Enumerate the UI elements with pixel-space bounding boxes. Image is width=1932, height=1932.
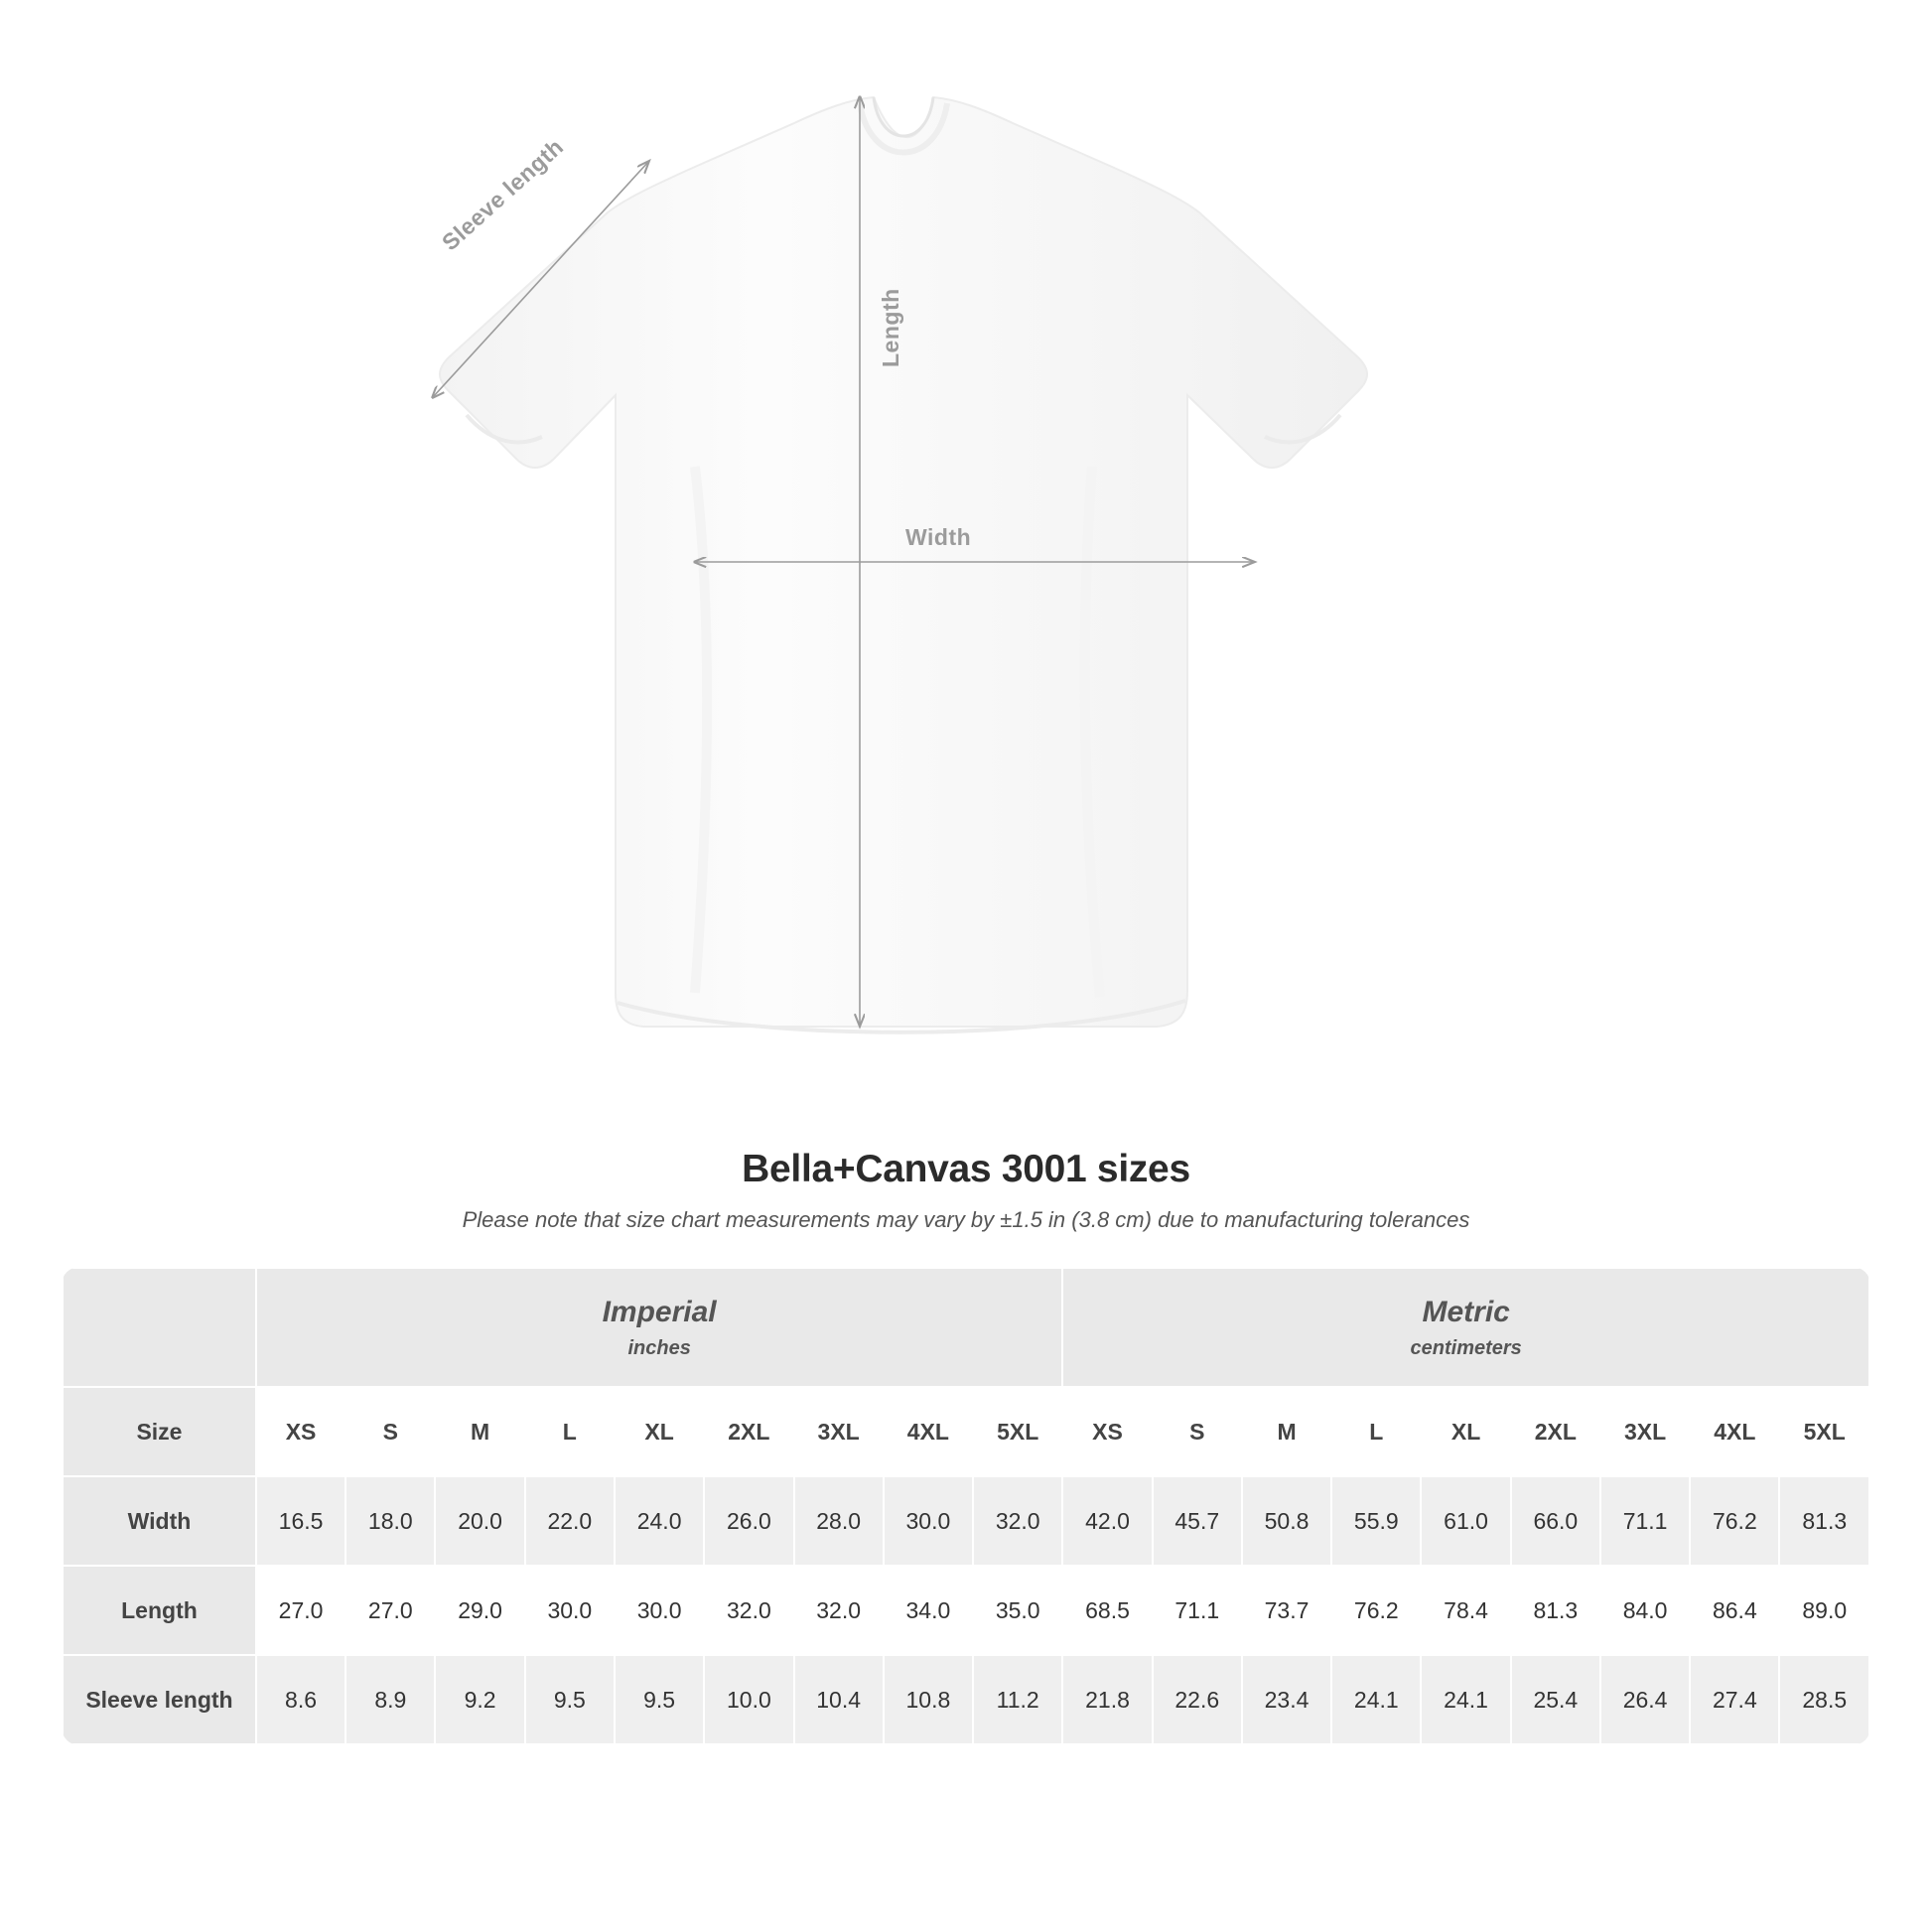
table-cell: 21.8 xyxy=(1062,1655,1152,1744)
table-cell: 61.0 xyxy=(1421,1476,1510,1566)
size-header-cell: 4XL xyxy=(1690,1387,1779,1476)
table-cell: 11.2 xyxy=(973,1655,1062,1744)
table-cell: 10.0 xyxy=(704,1655,793,1744)
size-chart-table xyxy=(62,1267,1870,1745)
table-cell: 66.0 xyxy=(1511,1476,1600,1566)
unit-group-imperial xyxy=(256,1268,1062,1387)
table-cell: 71.1 xyxy=(1600,1476,1690,1566)
size-header-cell: XS xyxy=(1062,1387,1152,1476)
table-cell: 29.0 xyxy=(435,1566,524,1655)
length-label: Length xyxy=(878,288,903,367)
page-title: Bella+Canvas 3001 sizes xyxy=(742,1148,1190,1190)
table-cell: 34.0 xyxy=(884,1566,973,1655)
table-cell: 8.9 xyxy=(345,1655,435,1744)
table-cell: 30.0 xyxy=(615,1566,704,1655)
table-cell: 78.4 xyxy=(1421,1566,1510,1655)
table-cell: 81.3 xyxy=(1511,1566,1600,1655)
size-header-cell: L xyxy=(525,1387,615,1476)
size-header-cell: S xyxy=(1153,1387,1242,1476)
table-cell: 16.5 xyxy=(256,1476,345,1566)
size-header-cell: XL xyxy=(1421,1387,1510,1476)
table-cell: 76.2 xyxy=(1331,1566,1421,1655)
metric-title: Metric xyxy=(1422,1295,1510,1328)
size-header-cell: 4XL xyxy=(884,1387,973,1476)
table-cell: 26.4 xyxy=(1600,1655,1690,1744)
table-cell: 76.2 xyxy=(1690,1476,1779,1566)
size-header-cell: M xyxy=(435,1387,524,1476)
table-cell: 8.6 xyxy=(256,1655,345,1744)
size-header-row xyxy=(63,1387,1869,1476)
table-cell: 32.0 xyxy=(973,1476,1062,1566)
row-label: Sleeve length xyxy=(63,1655,256,1744)
table-cell: 73.7 xyxy=(1242,1566,1331,1655)
size-header-cell: 3XL xyxy=(1600,1387,1690,1476)
table-cell: 24.0 xyxy=(615,1476,704,1566)
table-cell: 28.0 xyxy=(794,1476,884,1566)
table-cell: 86.4 xyxy=(1690,1566,1779,1655)
row-label: Width xyxy=(63,1476,256,1566)
table-cell: 24.1 xyxy=(1421,1655,1510,1744)
unit-group-header-row xyxy=(63,1268,1869,1387)
table-cell: 45.7 xyxy=(1153,1476,1242,1566)
table-cell: 32.0 xyxy=(704,1566,793,1655)
size-header-cell: 2XL xyxy=(1511,1387,1600,1476)
imperial-title: Imperial xyxy=(602,1295,717,1328)
imperial-subtitle: inches xyxy=(627,1336,691,1359)
table-cell: 20.0 xyxy=(435,1476,524,1566)
table-cell: 28.5 xyxy=(1779,1655,1869,1744)
table-cell: 30.0 xyxy=(525,1566,615,1655)
table-row xyxy=(63,1655,1869,1744)
table-cell: 89.0 xyxy=(1779,1566,1869,1655)
size-row-label: Size xyxy=(63,1387,256,1476)
unit-group-metric xyxy=(1062,1268,1869,1387)
table-cell: 10.4 xyxy=(794,1655,884,1744)
table-cell: 30.0 xyxy=(884,1476,973,1566)
chart-heading xyxy=(0,1148,1932,1233)
tolerance-note: Please note that size chart measurements may vary by ±1.5 in (3.8 cm) due to manufacturing tolerances xyxy=(462,1207,1470,1232)
table-cell: 68.5 xyxy=(1062,1566,1152,1655)
table-cell: 25.4 xyxy=(1511,1655,1600,1744)
table-cell: 10.8 xyxy=(884,1655,973,1744)
table-cell: 35.0 xyxy=(973,1566,1062,1655)
size-header-cell: M xyxy=(1242,1387,1331,1476)
size-table-body xyxy=(63,1476,1869,1744)
table-cell: 23.4 xyxy=(1242,1655,1331,1744)
table-cell: 24.1 xyxy=(1331,1655,1421,1744)
table-cell: 81.3 xyxy=(1779,1476,1869,1566)
table-cell: 42.0 xyxy=(1062,1476,1152,1566)
table-cell: 50.8 xyxy=(1242,1476,1331,1566)
table-cell: 26.0 xyxy=(704,1476,793,1566)
table-cell: 27.4 xyxy=(1690,1655,1779,1744)
size-header-cell: 2XL xyxy=(704,1387,793,1476)
table-cell: 55.9 xyxy=(1331,1476,1421,1566)
table-row xyxy=(63,1566,1869,1655)
corner-cell xyxy=(63,1268,256,1387)
table-cell: 18.0 xyxy=(345,1476,435,1566)
metric-subtitle: centimeters xyxy=(1410,1336,1522,1359)
table-cell: 9.5 xyxy=(525,1655,615,1744)
size-header-cell: 5XL xyxy=(973,1387,1062,1476)
table-cell: 27.0 xyxy=(256,1566,345,1655)
table-cell: 27.0 xyxy=(345,1566,435,1655)
table-row xyxy=(63,1476,1869,1566)
table-cell: 71.1 xyxy=(1153,1566,1242,1655)
size-header-cell: L xyxy=(1331,1387,1421,1476)
sleeve-length-label: Sleeve length xyxy=(437,133,569,256)
size-header-cell: 3XL xyxy=(794,1387,884,1476)
table-cell: 84.0 xyxy=(1600,1566,1690,1655)
table-cell: 32.0 xyxy=(794,1566,884,1655)
table-cell: 9.5 xyxy=(615,1655,704,1744)
width-label: Width xyxy=(905,524,972,550)
size-header-cell: XL xyxy=(615,1387,704,1476)
row-label: Length xyxy=(63,1566,256,1655)
size-header-cell: XS xyxy=(256,1387,345,1476)
size-header-cell: 5XL xyxy=(1779,1387,1869,1476)
table-cell: 22.0 xyxy=(525,1476,615,1566)
table-cell: 9.2 xyxy=(435,1655,524,1744)
table-cell: 22.6 xyxy=(1153,1655,1242,1744)
size-header-cell: S xyxy=(345,1387,435,1476)
